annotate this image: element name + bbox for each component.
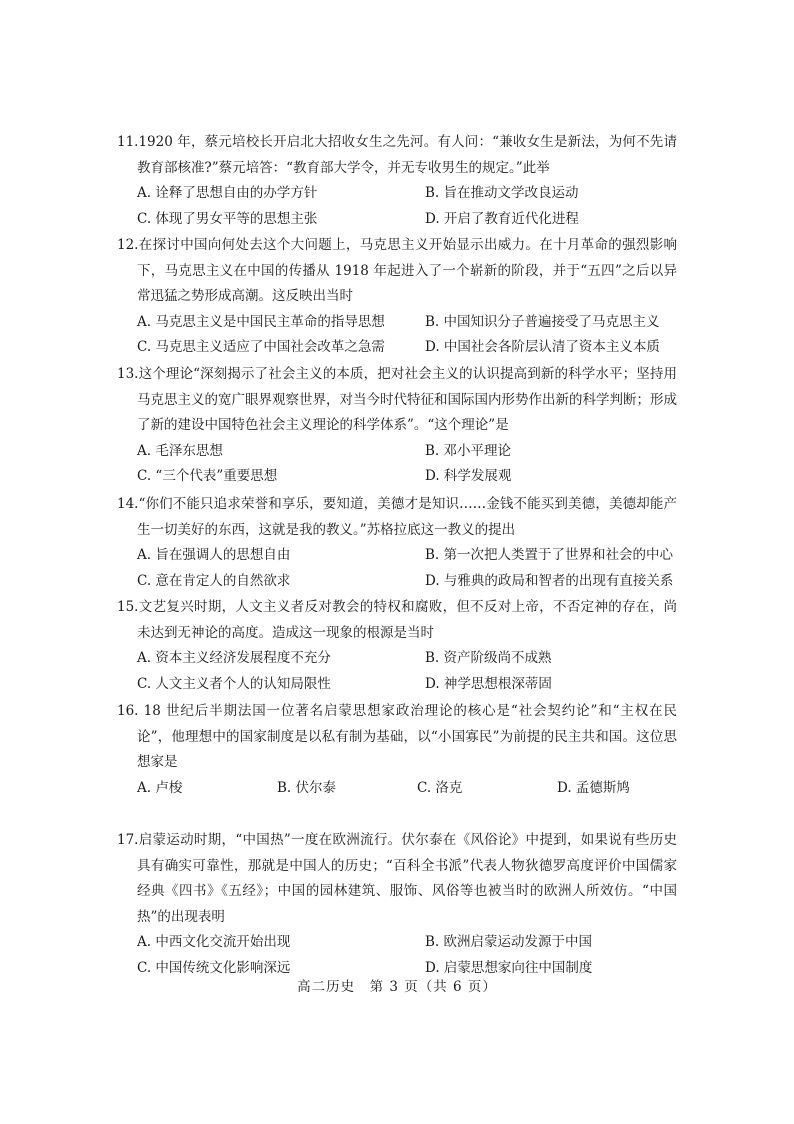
option-c: C. “三个代表”重要思想 xyxy=(137,468,278,484)
page-footer: 高二历史 第 3 页（共 6 页） xyxy=(297,979,497,995)
options-row xyxy=(117,776,677,802)
option-b: B. 邓小平理论 xyxy=(425,442,512,459)
options-grid xyxy=(117,310,677,361)
option-a: A. 毛泽东思想 xyxy=(137,442,223,459)
option-b: B. 旨在推动文学改良运动 xyxy=(425,185,579,201)
option-b: B. 第一次把人类置于了世界和社会的中心 xyxy=(425,547,674,563)
question-12 xyxy=(117,233,677,361)
question-stem: 17.启蒙运动时期，“中国热”一度在欧洲流行。伏尔泰在《风俗论》中提到，如果说有些历史具有确实可靠性，那就是中国人的历史；“百科全书派”代表人物狄德罗高度评价中国儒家经典《四书》《五经》；中国的园林建筑、服饰、风俗等也被当时的欧洲人所效仿。“中国热”的出现表明 xyxy=(117,832,677,925)
option-d: D. 中国社会各阶层认清了资本主义本质 xyxy=(425,339,660,355)
options-grid xyxy=(117,646,677,697)
option-a: A. 马克思主义是中国民主革命的指导思想 xyxy=(137,313,385,330)
option-d: D. 科学发展观 xyxy=(425,468,512,484)
question-stem: 15.文艺复兴时期，人文主义者反对教会的特权和腐败，但不反对上帝，不否定神的存在，尚未达到无神论的高度。造成这一现象的根源是当时 xyxy=(117,599,677,641)
option-c: C. 中国传统文化影响深远 xyxy=(137,959,291,976)
question-14 xyxy=(117,492,677,594)
question-stem: 13.这个理论“深刻揭示了社会主义的本质，把对社会主义的认识提高到新的科学水平；坚持用马克思主义的宽广眼界观察世界，对当今时代特征和国际国内形势作出新的科学判断；形成了新的建设中国特色社会主义理论的科学体系”。“这个理论”是 xyxy=(117,366,677,433)
option-b: B. 欧洲启蒙运动发源于中国 xyxy=(425,934,593,950)
question-15 xyxy=(117,595,677,697)
option-d: D. 神学思想根深蒂固 xyxy=(425,675,552,692)
options-grid xyxy=(117,543,677,594)
option-d: D. 与雅典的政局和智者的出现有直接关系 xyxy=(425,572,674,589)
question-stem: 12.在探讨中国向何处去这个大问题上，马克思主义开始显示出威力。在十月革命的强烈影响下，马克思主义在中国的传播从 1918 年起进入了一个崭新的阶段，并于“五四”之后以异常迅猛之势形成高潮。这反映出当时 xyxy=(117,237,677,304)
options-grid xyxy=(117,439,677,490)
question-stem: 14.“你们不能只追求荣誉和享乐，要知道，美德才是知识……金钱不能买到美德，美德却能产生一切美好的东西，这就是我的教义。”苏格拉底这一教义的提出 xyxy=(117,496,677,538)
question-stem: 11.1920 年，蔡元培校长开启北大招收女生之先河。有人问：“兼收女生是新法，为何不先请教育部核准?”蔡元培答：“教育部大学令，并无专收男生的规定。”此举 xyxy=(117,134,677,176)
question-11 xyxy=(117,130,677,232)
option-d: D. 孟德斯鸠 xyxy=(557,779,630,796)
option-b: B. 伏尔泰 xyxy=(277,779,337,796)
option-c: C. 体现了男女平等的思想主张 xyxy=(137,210,318,227)
option-d: D. 启蒙思想家向往中国制度 xyxy=(425,959,593,976)
option-c: C. 人文主义者个人的认知局限性 xyxy=(137,675,331,692)
option-b: B. 资产阶级尚不成熟 xyxy=(425,650,552,666)
option-a: A. 资本主义经济发展程度不充分 xyxy=(137,650,331,666)
option-a: A. 旨在强调人的思想自由 xyxy=(137,547,291,563)
option-c: C. 洛克 xyxy=(417,779,463,796)
option-a: A. 诠释了思想自由的办学方针 xyxy=(137,185,318,201)
option-a: A. 卢梭 xyxy=(137,779,183,796)
option-d: D. 开启了教育近代化进程 xyxy=(425,210,579,227)
option-c: C. 马克思主义适应了中国社会改革之急需 xyxy=(137,339,385,355)
options-grid xyxy=(117,181,677,232)
question-16 xyxy=(117,699,677,801)
question-17 xyxy=(117,828,677,981)
option-c: C. 意在肯定人的自然欲求 xyxy=(137,572,291,589)
question-13 xyxy=(117,362,677,490)
option-a: A. 中西文化交流开始出现 xyxy=(137,934,291,950)
question-stem: 16. 18 世纪后半期法国一位著名启蒙思想家政治理论的核心是“社会契约论”和“主权在民论”，他理想中的国家制度是以私有制为基础，以“小国寡民”为前提的民主共和国。这位思想家是 xyxy=(117,703,677,770)
options-grid xyxy=(117,930,677,981)
option-b: B. 中国知识分子普遍接受了马克思主义 xyxy=(425,313,660,330)
